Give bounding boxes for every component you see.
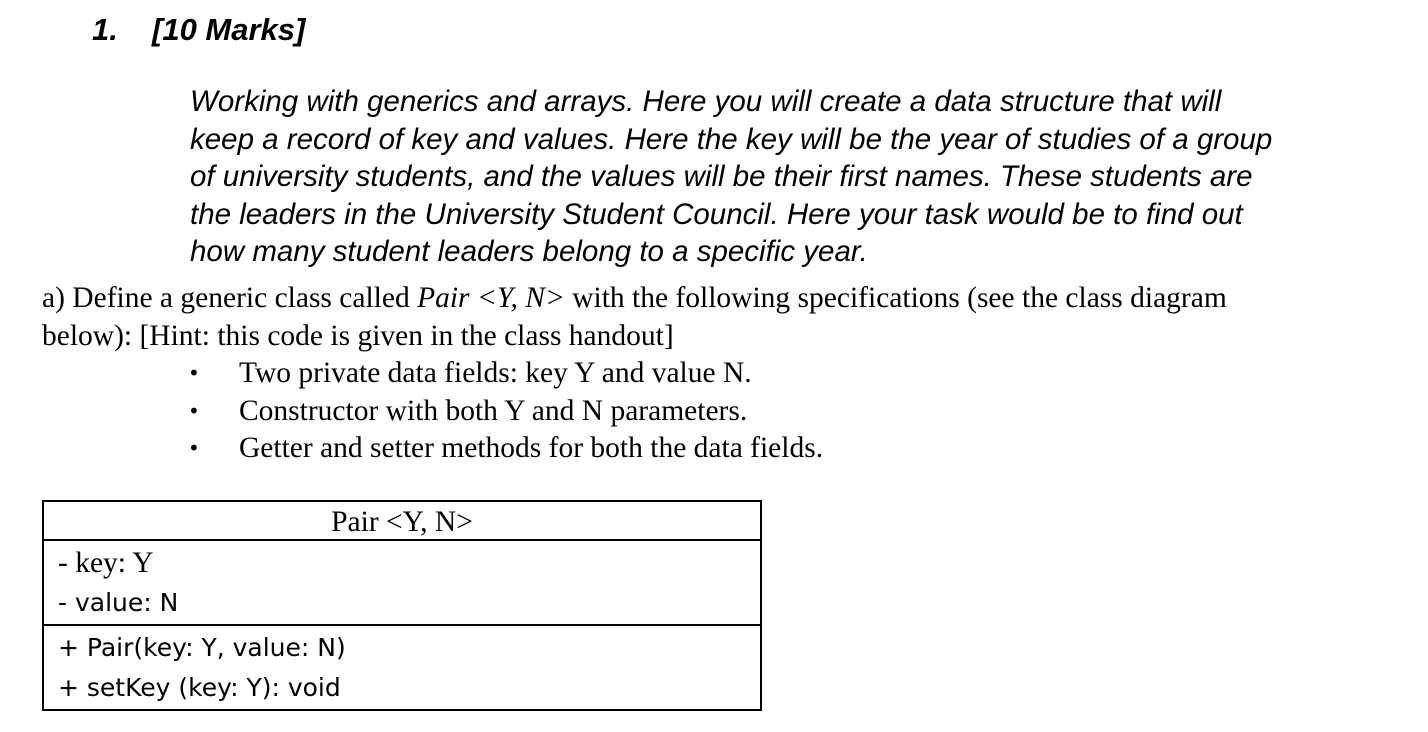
bullet-icon: • <box>188 436 200 460</box>
uml-methods-section <box>44 626 760 709</box>
intro-line: how many student leaders belong to a specific year. <box>190 235 868 268</box>
list-item-text: Two private data fields: key Y and value N. <box>239 357 752 389</box>
specification-list <box>188 355 823 468</box>
uml-attributes-section <box>44 541 760 626</box>
question-heading <box>92 8 305 52</box>
uml-method: + Pair(key: Y, value: N) <box>58 633 346 662</box>
uml-class-diagram <box>42 500 762 711</box>
list-item <box>188 355 823 393</box>
uml-method: + setKey (key: Y): void <box>58 673 341 702</box>
intro-line: keep a record of key and values. Here the key will be the year of studies of a group <box>190 122 1273 156</box>
question-number: 1. <box>92 12 118 47</box>
class-name: Pair <Y, N> <box>417 282 565 314</box>
intro-line: of university students, and the values will be their first names. These students are <box>190 160 1253 193</box>
list-item-text: Getter and setter methods for both the data fields. <box>239 432 824 464</box>
part-a-line-1 <box>42 280 1402 318</box>
part-a-suffix: with the following specifications (see the class diagram <box>564 282 1227 314</box>
bullet-icon: • <box>188 361 200 385</box>
intro-line: Working with generics and arrays. Here you will create a data structure that will <box>190 85 1222 118</box>
part-a-prefix: a) Define a generic class called <box>42 282 418 314</box>
uml-attribute: - value: N <box>58 588 179 617</box>
uml-class-title: Pair <Y, N> <box>44 502 760 541</box>
intro-line: the leaders in the University Student Council. Here your task would be to find out <box>190 197 1243 231</box>
list-item <box>188 393 823 431</box>
question-marks: [10 Marks] <box>152 12 306 47</box>
uml-attribute: - key: Y <box>58 547 154 579</box>
bullet-icon: • <box>188 398 200 423</box>
list-item <box>188 430 823 468</box>
part-a-line-2: below): [Hint: this code is given in the class handout] <box>42 319 674 352</box>
part-a-instructions <box>42 280 1402 355</box>
list-item-text: Constructor with both Y and N parameters. <box>239 394 748 427</box>
question-intro <box>190 83 1415 271</box>
